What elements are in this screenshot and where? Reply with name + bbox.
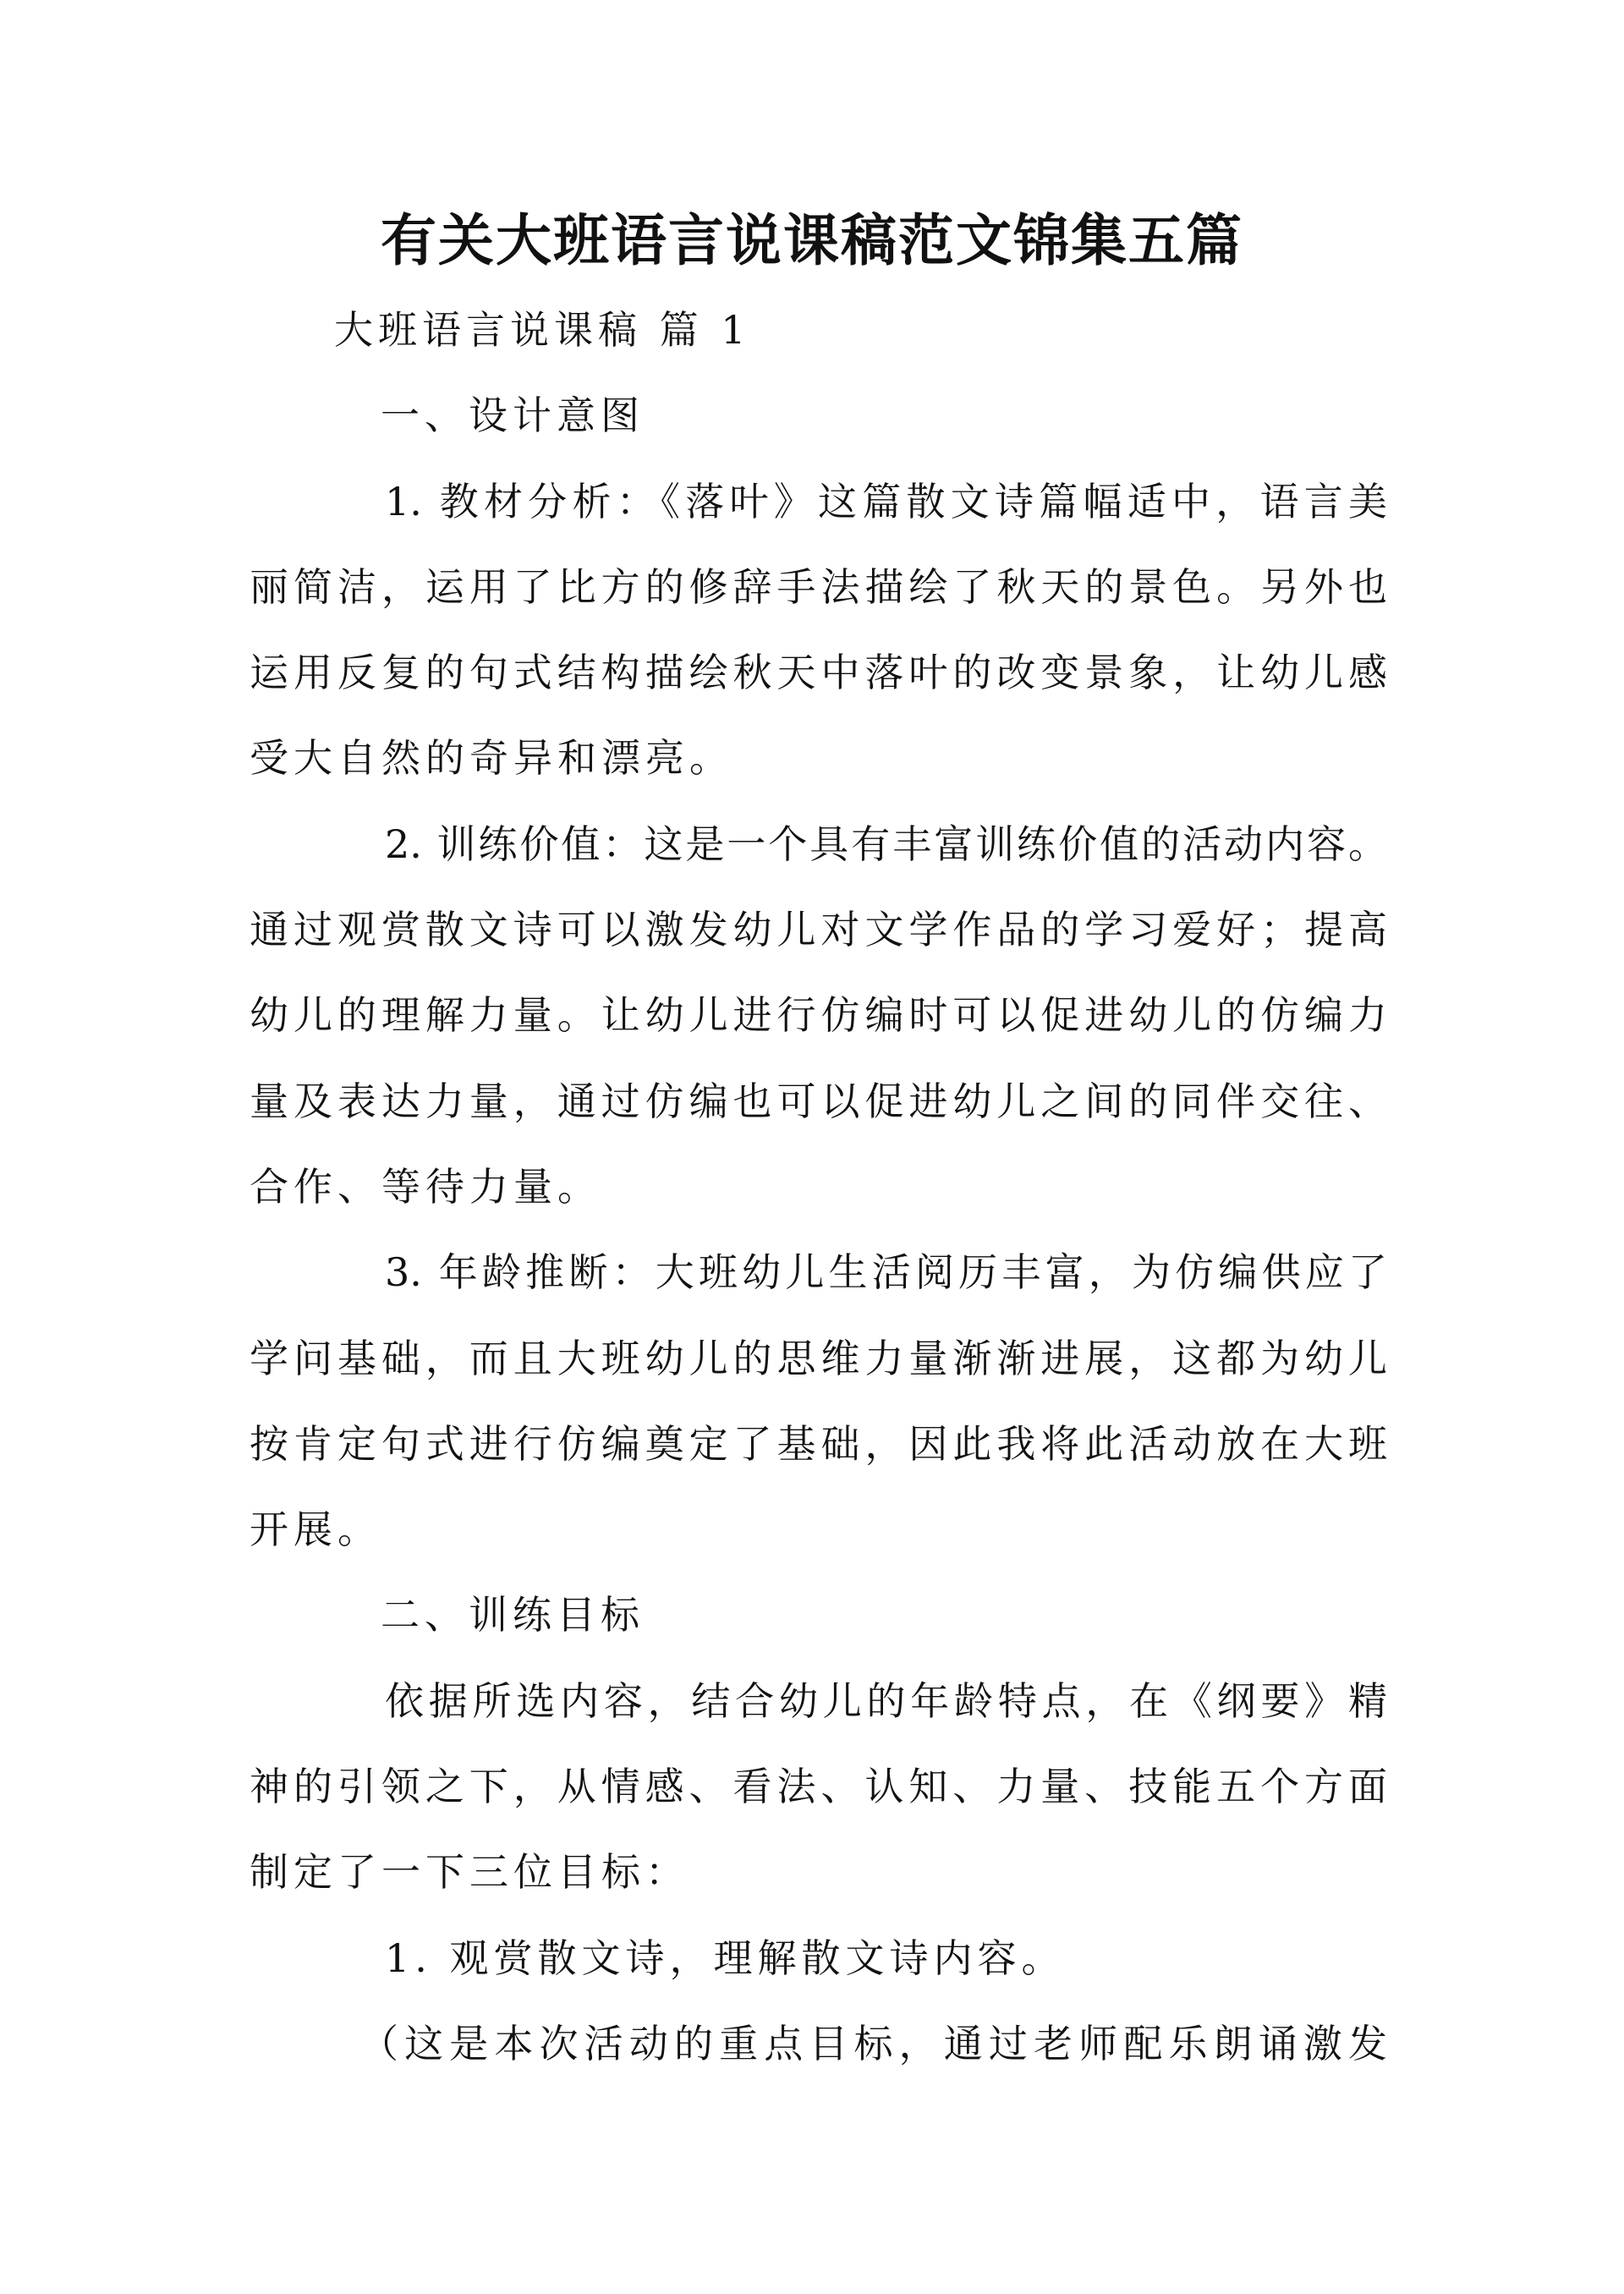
paragraph-line: 受大自然的奇异和漂亮。 xyxy=(250,735,733,782)
paragraph-line: 依据所选内容，结合幼儿的年龄特点，在《纲要》精 xyxy=(385,1677,1387,1724)
paragraph-line: （这是本次活动的重点目标，通过老师配乐朗诵激发 xyxy=(359,2020,1387,2066)
paragraph-line: 开展。 xyxy=(250,1506,381,1553)
document-title: 有关大班语言说课稿范文锦集五篇 xyxy=(381,208,1243,273)
paragraph-line: 合作、等待力量。 xyxy=(250,1163,601,1210)
paragraph-line: 3. 年龄推断：大班幼儿生活阅历丰富，为仿编供应了 xyxy=(385,1249,1387,1296)
section-heading-article-1: 大班语言说课稿 篇 1 xyxy=(334,307,751,353)
section-heading-training-goals: 二、训练目标 xyxy=(381,1592,645,1638)
paragraph-line: 量及表达力量，通过仿编也可以促进幼儿之间的同伴交往、 xyxy=(250,1078,1387,1124)
paragraph-line: 1. 观赏散文诗，理解散文诗内容。 xyxy=(385,1935,1066,1981)
paragraph-line: 丽简洁，运用了比方的修辞手法描绘了秋天的景色。另外也 xyxy=(250,563,1387,610)
paragraph-line: 2. 训练价值：这是一个具有丰富训练价值的活动内容。 xyxy=(385,820,1387,867)
document-body xyxy=(250,288,1387,2087)
paragraph-line: 运用反复的句式结构描绘秋天中落叶的改变景象，让幼儿感 xyxy=(250,650,1387,696)
paragraph-line: 按肯定句式进行仿编奠定了基础，因此我将此活动放在大班 xyxy=(250,1420,1387,1467)
section-heading-design-intent: 一、设计意图 xyxy=(381,392,645,439)
paragraph-line: 学问基础，而且大班幼儿的思维力量渐渐进展，这都为幼儿 xyxy=(250,1335,1387,1381)
paragraph-line: 幼儿的理解力量。让幼儿进行仿编时可以促进幼儿的仿编力 xyxy=(250,992,1387,1039)
paragraph-line: 通过观赏散文诗可以激发幼儿对文学作品的学习爱好；提高 xyxy=(250,907,1387,953)
paragraph-line: 神的引领之下，从情感、看法、认知、力量、技能五个方面 xyxy=(250,1764,1387,1810)
paragraph-line: 1. 教材分析：《落叶》这篇散文诗篇幅适中，语言美 xyxy=(385,478,1387,524)
paragraph-line: 制定了一下三位目标： xyxy=(250,1849,689,1896)
